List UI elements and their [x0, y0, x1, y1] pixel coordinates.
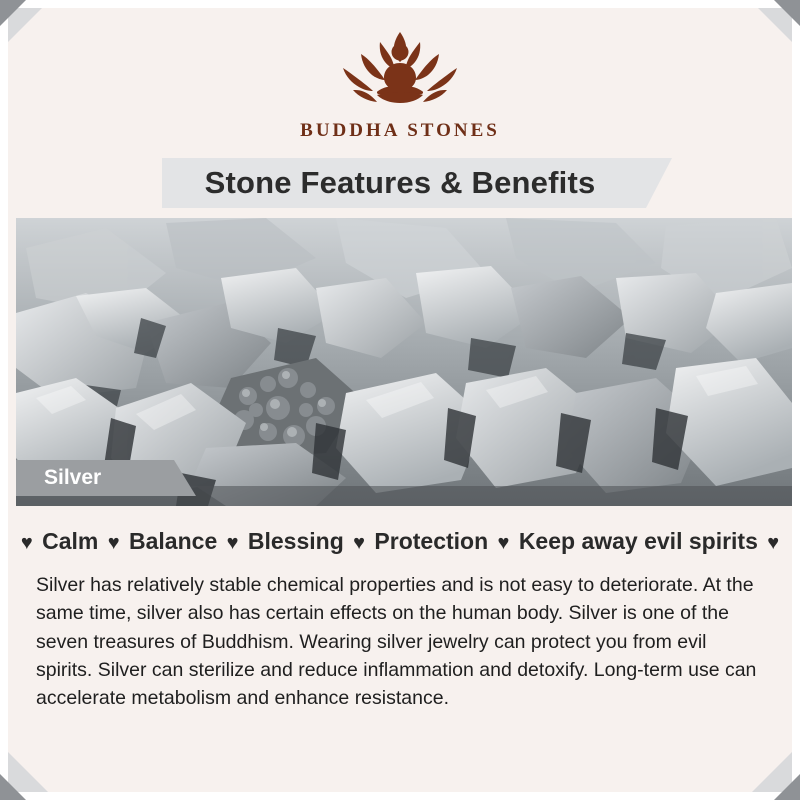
- heart-icon: ♥: [20, 532, 33, 554]
- corner-accent-top-left: [0, 0, 26, 26]
- lotus-meditation-figure-icon: [325, 26, 475, 114]
- stone-label-band: [16, 460, 174, 496]
- frame-top: [0, 0, 800, 8]
- benefits-list: [8, 528, 792, 555]
- corner-accent-bottom-right: [774, 774, 800, 800]
- heart-icon: ♥: [353, 532, 366, 554]
- description-text: Silver has relatively stable chemical properties and is not easy to deteriorate. At the same time, silver also has certain effects on the human body. Silver is one of the seven treasures of Buddhism. Wearing silver jewelry can protect you from evil spirits. Silver can sterilize and reduce inflammation and detoxify. Long-term use can accelerate metabolism and enhance resistance.: [36, 574, 757, 710]
- benefit-item-4: Keep away evil spirits: [518, 528, 758, 554]
- brand-logo: [8, 8, 792, 142]
- heart-icon: ♥: [107, 532, 120, 554]
- page-title: Stone Features & Benefits: [204, 165, 596, 200]
- heart-icon: ♥: [767, 532, 780, 554]
- frame-bottom: [0, 792, 800, 800]
- stone-name: Silver: [44, 466, 102, 489]
- heart-icon: ♥: [226, 532, 239, 554]
- stone-label-notch: [174, 460, 196, 496]
- page-content: [8, 8, 792, 792]
- heart-icon: ♥: [497, 532, 510, 554]
- title-bar: [8, 158, 792, 208]
- corner-accent-bottom-left: [0, 774, 26, 800]
- hero-image: [16, 218, 792, 506]
- benefit-item-3: Protection: [374, 528, 489, 554]
- benefit-item-0: Calm: [42, 528, 99, 554]
- corner-accent-top-right: [774, 0, 800, 26]
- benefit-item-2: Blessing: [247, 528, 344, 554]
- frame-left: [0, 0, 8, 800]
- frame-right: [792, 0, 800, 800]
- brand-name: BUDDHA STONES: [300, 120, 500, 141]
- benefit-item-1: Balance: [129, 528, 218, 554]
